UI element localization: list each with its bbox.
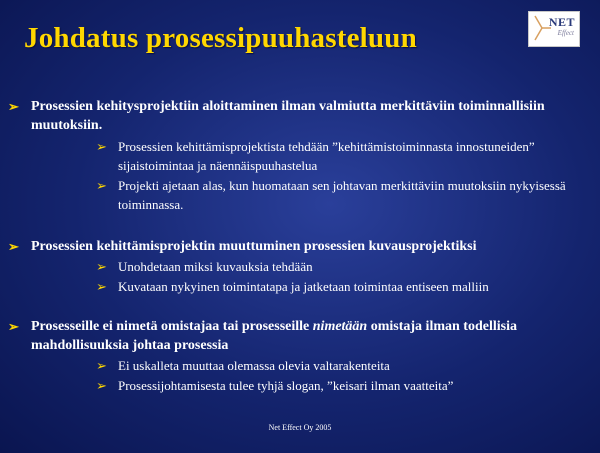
bullet-main-1-text: Prosessien kehitysprojektiin aloittaminen ilman valmiutta merkittäviin toiminnallisiin muutoksiin. — [31, 99, 545, 133]
bullet-arrow-icon: ➢ — [96, 259, 107, 274]
slide-footer: Net Effect Oy 2005 — [268, 423, 332, 432]
bullet-arrow-icon: ➢ — [96, 178, 107, 193]
bullet-sub-2-2 — [96, 277, 576, 296]
bullet-main-2-text: Prosessien kehittämisprojektin muuttuminen prosessien kuvausprojektiksi — [31, 239, 477, 254]
bullet-main-3-text-after: omistaja ilman todellisia mahdollisuuksia johtaa prosessia — [31, 319, 517, 353]
bullet-sub-1-2 — [96, 176, 576, 214]
bullet-sub-2-2-text: Kuvataan nykyinen toimintatapa ja jatketaan toimintaa entiseen malliin — [118, 279, 489, 294]
bullet-arrow-icon: ➢ — [8, 239, 19, 254]
bullet-arrow-icon: ➢ — [96, 139, 107, 154]
bullet-sub-3-2 — [96, 376, 576, 395]
bullet-sub-1-1-text: Prosessien kehittämisprojektista tehdään ”kehittämistoiminnasta innostuneiden” sijaistoimintaa ja näennäispuuhastelua — [118, 139, 535, 173]
bullet-sub-2-1-text: Unohdetaan miksi kuvauksia tehdään — [118, 259, 313, 274]
bullet-main-3-emphasis: nimetään — [312, 319, 368, 334]
bullet-sub-3-1-text: Ei uskalleta muuttaa olemassa olevia valtarakenteita — [118, 358, 390, 373]
bullet-sub-3-2-text: Prosessijohtamisesta tulee tyhjä slogan, ”keisari ilman vaatteita” — [118, 378, 454, 393]
bullet-arrow-icon: ➢ — [8, 319, 19, 334]
slide-title: Johdatus prosessipuuhasteluun — [24, 22, 417, 54]
logo-text-net: NET — [548, 15, 575, 29]
bullet-sub-3-1 — [96, 356, 576, 375]
bullet-main-1 — [8, 97, 578, 135]
bullet-sub-1-1 — [96, 137, 576, 175]
bullet-main-3 — [8, 317, 578, 355]
bullet-main-3-text-before: Prosesseille ei nimetä omistajaa tai prosesseille — [31, 319, 313, 334]
bullet-main-3-text — [8, 317, 578, 355]
net-effect-logo — [528, 11, 580, 47]
bullet-sub-2-1 — [96, 257, 576, 276]
bullet-sub-1-2-text: Projekti ajetaan alas, kun huomataan sen johtavan merkittäviin muutoksiin nykyisessä toiminnassa. — [118, 178, 566, 212]
logo-text-effect: Effect — [557, 29, 574, 37]
bullet-arrow-icon: ➢ — [96, 358, 107, 373]
bullet-arrow-icon: ➢ — [96, 378, 107, 393]
bullet-main-2 — [8, 237, 578, 256]
bullet-arrow-icon: ➢ — [96, 279, 107, 294]
bullet-arrow-icon: ➢ — [8, 99, 19, 114]
